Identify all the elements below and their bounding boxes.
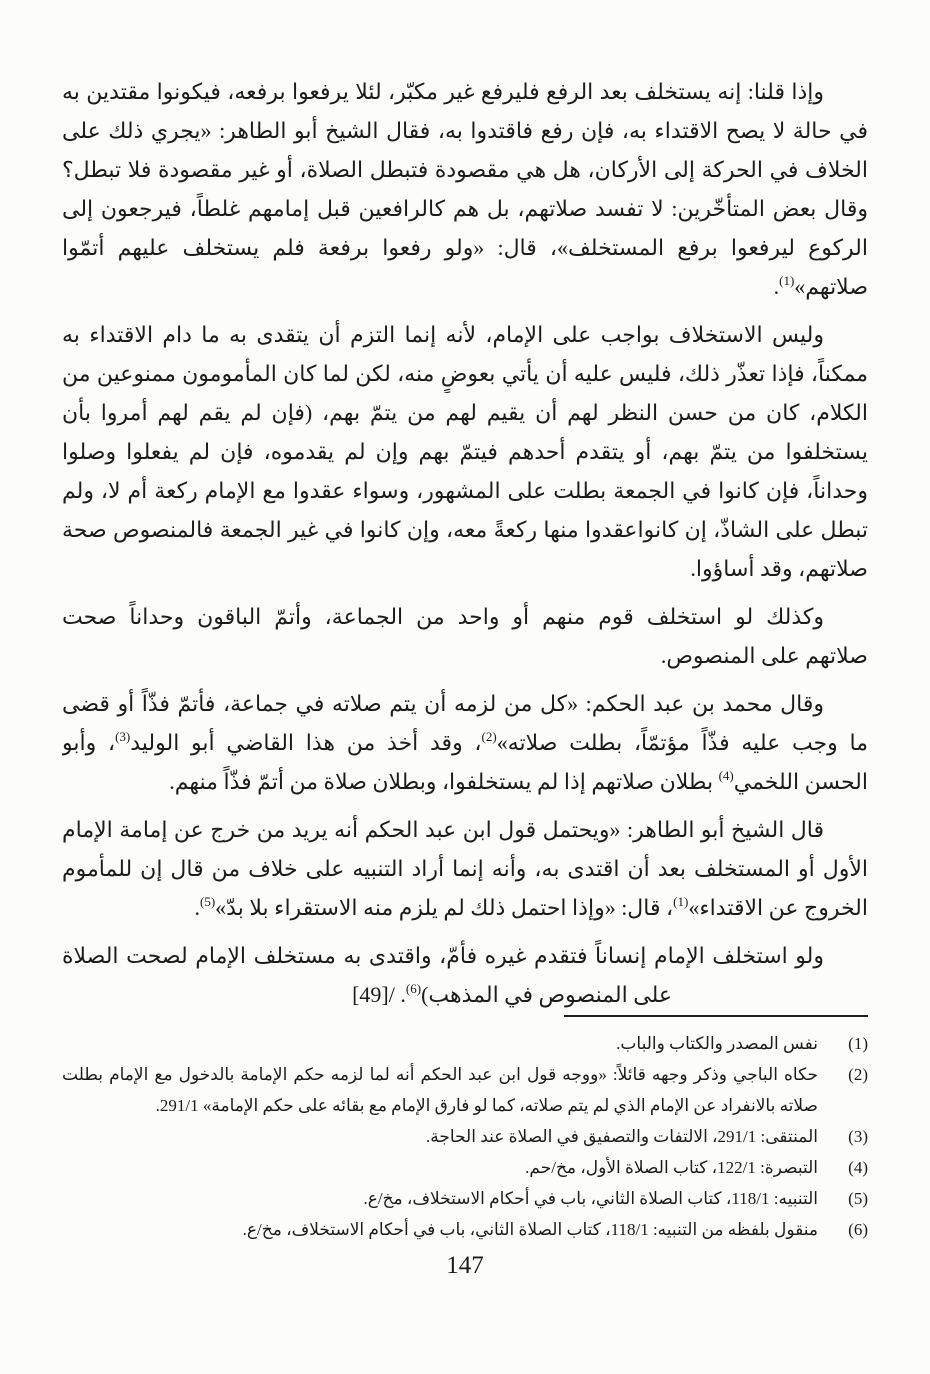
footnote-text: [62, 1121, 818, 1152]
text-line: الخروج عن الاقتداء»$^{(1)}$، قال: «وإذا احتمل ذلك لم يلزم منه الاستقراء بلا بدّ»$^{(5)}$.: [194, 894, 868, 920]
text-line: ممكناً، فإذا تعذّر ذلك، فليس عليه أن يأتي بعوضٍ منه، لكن لما كان المأمومون ممنوعين من: [62, 361, 868, 386]
paragraph-6: [62, 936, 868, 1014]
footnote-line: المنتقى: 291/1، الالتفات والتصفيق في الصلاة عند الحاجة.: [426, 1127, 818, 1146]
main-text-block: [62, 72, 868, 1023]
footnote-item-3: [62, 1121, 868, 1152]
text-line: تبطل على الشاذّ، إن كانواعقدوا منها ركعةً معه، وإن كانوا في غير الجمعة فالمنصوص صحة: [62, 517, 868, 542]
footnote-text: [62, 1183, 818, 1214]
paragraph-3: [62, 597, 868, 675]
footnote-marker: (1): [779, 273, 795, 288]
footnote-marker: (5): [199, 894, 216, 909]
footnote-line: منقول بلفظه من التنبيه: 118/1، كتاب الصلاة الثاني، باب في أحكام الاستخلاف، مخ/ع.: [242, 1220, 818, 1239]
footnote-text: [62, 1152, 818, 1183]
text-line: الركوع ليرفعوا برفع المستخلف»، قال: «ولو رفعوا برفعة فلم يستخلف عليهم أتمّوا: [62, 235, 868, 260]
text-line: صلاتهم»$^{(1)}$.: [773, 273, 868, 299]
footnote-number: (6): [848, 1220, 868, 1239]
paragraph-5: [62, 810, 868, 927]
footnote-text: [62, 1028, 818, 1059]
footnote-item-4: [62, 1152, 868, 1183]
footnote-text: [62, 1214, 818, 1245]
text-line: يستخلفوا من يتمّ بهم، أو يتقدم أحدهم فيتمّ بهم وإن لم يقدموه، فإن لم يفعلوا وصلوا: [62, 439, 868, 464]
footnote-marker: (4): [718, 768, 734, 783]
footnote-number: (3): [848, 1127, 868, 1146]
footnote-text: [62, 1059, 818, 1121]
footnote-line: التبصرة: 122/1، كتاب الصلاة الأول، مخ/حم.: [525, 1158, 818, 1177]
paragraph-4: [62, 684, 868, 801]
footnote-number: (1): [848, 1034, 868, 1053]
text-line: الحسن اللخمي$^{(4)}$ بطلان صلاتهم إذا لم يستخلفوا، وبطلان صلاة من أتمّ فذّاً منهم.: [169, 768, 868, 794]
footnote-marker: (6): [405, 981, 422, 996]
footnote-line: صلاته بالانفراد عن الإمام الذي لم يتم صلاته، كما لو فارق الإمام مع بقائه على حكم الإمامة» 291/1.: [155, 1096, 818, 1115]
footnote-marker: (3): [115, 729, 131, 744]
footnote-item-5: [62, 1183, 868, 1214]
text-line: وليس الاستخلاف بواجب على الإمام، لأنه إنما التزم أن يتقدى به ما دام الاقتداء به: [62, 322, 824, 347]
text-line: ولو استخلف الإمام إنساناً فتقدم غيره فأمّ، واقتدى به مستخلف الإمام لصحت الصلاة: [62, 943, 824, 968]
footnote-item-6: [62, 1214, 868, 1245]
paragraph-2: [62, 315, 868, 588]
footnote-line: نفس المصدر والكتاب والباب.: [616, 1034, 818, 1053]
footnote-item-2: [62, 1059, 868, 1121]
footnote-number: (5): [848, 1189, 868, 1208]
text-line: وحداناً، فإن كانوا في الجمعة بطلت على المشهور، وسواء عقدوا مع الإمام ركعة أم لا، ولم: [62, 478, 868, 503]
text-line: الخلاف في الحركة إلى الأركان، هل هي مقصودة فتبطل الصلاة، أو غير مقصودة فلا تبطل؟: [62, 157, 868, 182]
footnote-separator-rule: [564, 1015, 868, 1017]
footnote-marker: (1): [673, 894, 689, 909]
text-line: على المنصوص في المذهب)$^{(6)}$. /[49]: [352, 981, 672, 1007]
text-line: ما وجب عليه فذّاً مؤتمّاً، بطلت صلاته»$^{(2)}$، وقد أخذ من هذا القاضي أبو الوليد$^{(3)}$، وأبو: [62, 729, 868, 755]
text-line: وإذا قلنا: إنه يستخلف بعد الرفع فليرفع غير مكبّر، لئلا يرفعوا برفعه، فيكونوا مقتدين به: [62, 79, 824, 104]
text-line: قال الشيخ أبو الطاهر: «ويحتمل قول ابن عبد الحكم أنه يريد من خرج عن إمامة الإمام: [62, 817, 824, 842]
page-number: 147: [446, 1252, 484, 1279]
text-line: وكذلك لو استخلف قوم منهم أو واحد من الجماعة، وأتمّ الباقون وحداناً صحت: [62, 604, 824, 629]
footnotes-block: [62, 1028, 868, 1245]
text-line: وقال محمد بن عبد الحكم: «كل من لزمه أن يتم صلاته في جماعة، فأتمّ فذّاً أو قضى: [62, 691, 824, 716]
text-line: صلاتهم، وقد أساؤوا.: [690, 556, 868, 581]
paragraph-1: [62, 72, 868, 306]
footnote-number: (2): [848, 1065, 868, 1084]
footnote-line: التنبيه: 118/1، كتاب الصلاة الثاني، باب في أحكام الاستخلاف، مخ/ع.: [363, 1189, 818, 1208]
footnote-number: (4): [848, 1158, 868, 1177]
text-line: وقال بعض المتأخّرين: لا تفسد صلاتهم، بل هم كالرافعين قبل إمامهم غلطاً، فيرجعون إلى: [62, 196, 868, 221]
footnote-item-1: [62, 1028, 868, 1059]
footnote-marker: (2): [481, 729, 497, 744]
text-line: الكلام، كان من حسن النظر لهم أن يقيم لهم من يتمّ بهم، (فإن لم يقم لهم أمروا بأن: [62, 400, 868, 425]
text-line: الأول أو المستخلف بعد أن اقتدى به، وأنه إنما أراد التنبيه على خلاف من قال إن للمأموم: [62, 856, 868, 881]
footnote-line: حكاه الباجي وذكر وجهه قائلاً: «ووجه قول ابن عبد الحكم أنه لما لزمه حكم الإمامة بالدخول مع الإمام بطلت: [62, 1065, 818, 1084]
text-line: صلاتهم على المنصوص.: [660, 643, 868, 668]
text-line: في حالة لا يصح الاقتداء به، فإن رفع فاقتدوا به، فقال الشيخ أبو الطاهر: «يجري ذلك على: [62, 118, 868, 143]
